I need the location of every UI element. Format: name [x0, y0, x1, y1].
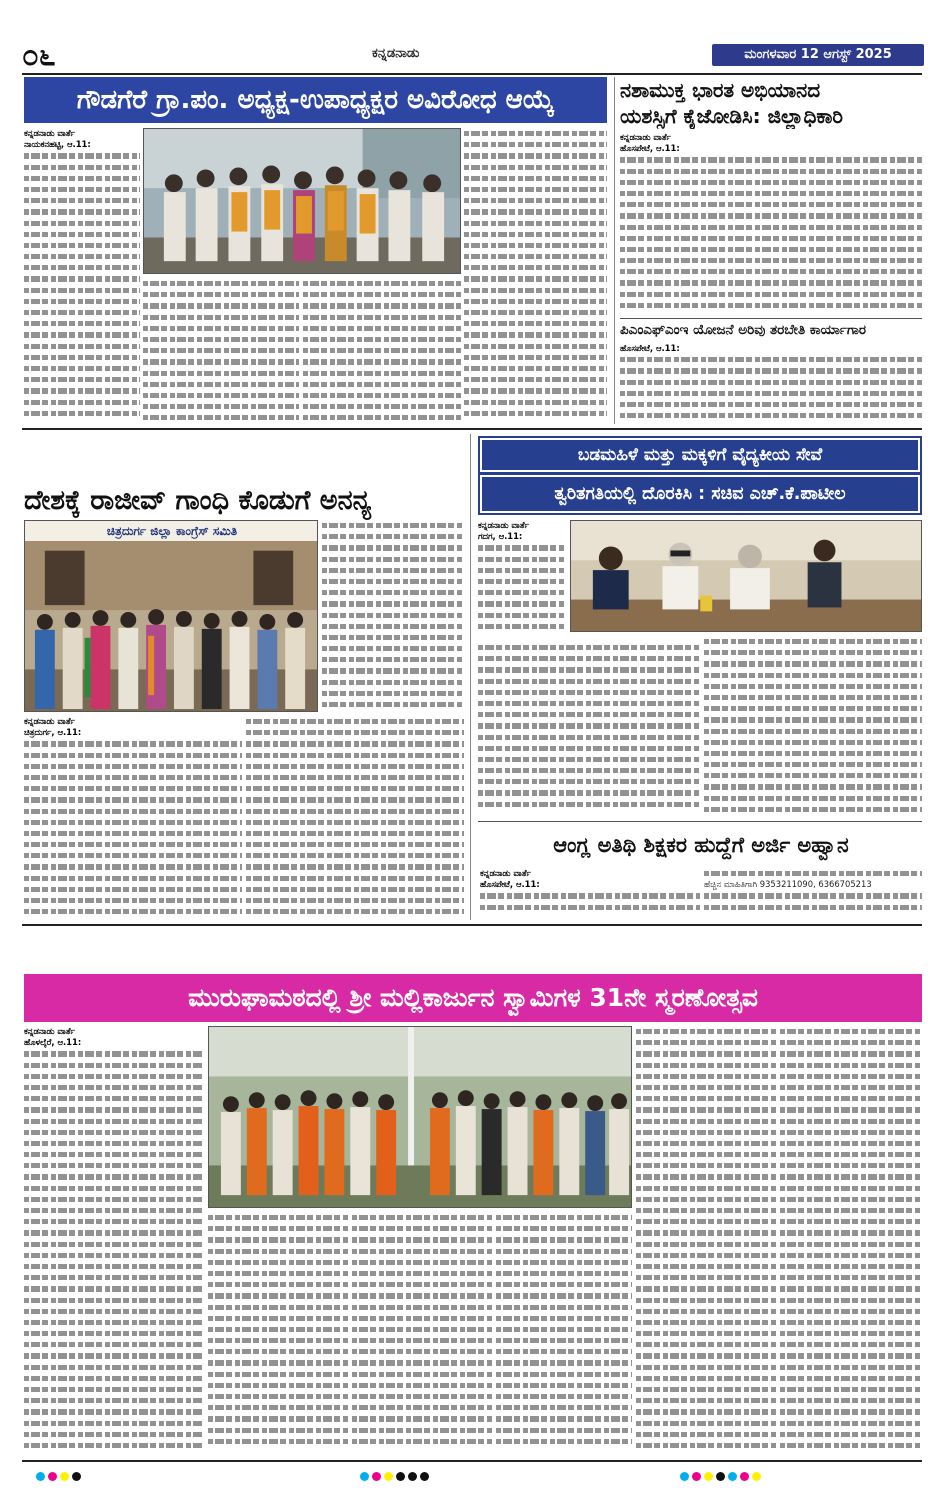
- article-medical-col1: [478, 520, 566, 640]
- headline-rajiv-gandhi: ದೇಶಕ್ಕೆ ರಾಜೀವ್ ಗಾಂಧಿ ಕೊಡುಗೆ ಅನನ್ಯ: [24, 478, 464, 524]
- byline: ಕನ್ನಡನಾಡು ವಾರ್ತೆ: [24, 1026, 75, 1036]
- dateline: ಹೊಳಲ್ಕೆರೆ, ಆ.11:: [24, 1037, 82, 1048]
- phone-numbers: ಹೆಚ್ಚಿನ ಮಾಹಿತಿಗಾಗಿ 9353211090, 6366705213: [704, 879, 872, 890]
- column-divider: [470, 434, 471, 920]
- page-number: ೦೬: [22, 38, 56, 73]
- article-nasha-mukta-body: [620, 132, 922, 314]
- photo-murughamatha: [208, 1026, 632, 1208]
- article-gram-panchayat-col4: [464, 128, 607, 424]
- article-pmfme-body: [620, 343, 922, 424]
- dateline: ಚಿತ್ರದುರ್ಗ, ಆ.11:: [24, 727, 82, 738]
- registration-marks-right: [680, 1472, 761, 1486]
- dateline: ನಾಯಕನಹಟ್ಟಿ, ಆ.11:: [24, 139, 91, 150]
- article-rajiv-gandhi-col1: [24, 716, 242, 920]
- headline-guest-teacher: ಆಂಗ್ಲ ಅತಿಥಿ ಶಿಕ್ಷಕರ ಹುದ್ದೆಗೆ ಅರ್ಜಿ ಅಹ್ವಾನ: [480, 826, 922, 864]
- article-murughamatha-col1: [24, 1026, 204, 1456]
- section-rule: [22, 924, 922, 926]
- article-gram-panchayat-col1: [24, 128, 140, 424]
- headline-gram-panchayat: ಗೌಡಗೆರೆ ಗ್ರಾ.ಪಂ. ಅಧ್ಯಕ್ಷ-ಉಪಾಧ್ಯಕ್ಷರ ಅವಿರೋಧ ಆಯ್ಕೆ: [24, 77, 607, 123]
- headline-murughamatha: ಮುರುಘಾಮಠದಲ್ಲಿ ಶ್ರೀ ಮಲ್ಲಿಕಾರ್ಜುನ ಸ್ವಾಮಿಗಳ 31ನೇ ಸ್ಮರಣೋತ್ಸವ: [24, 974, 922, 1022]
- article-murughamatha-col3: [352, 1212, 492, 1456]
- headline-nasha-mukta-line1: ನಶಾಮುಕ್ತ ಭಾರತ ಅಭಿಯಾನದ: [620, 77, 922, 103]
- article-murughamatha-col5: [636, 1026, 776, 1456]
- masthead: [22, 38, 922, 72]
- byline: ಕನ್ನಡನಾಡು ವಾರ್ತೆ: [478, 520, 529, 530]
- paper-name: ಕನ್ನಡನಾಡು: [372, 46, 420, 61]
- registration-marks-left: [36, 1472, 81, 1486]
- article-murughamatha-col2: [208, 1212, 348, 1456]
- section-rule: [478, 821, 922, 822]
- issue-date: ಮಂಗಳವಾರ 12 ಆಗಸ್ಟ್ 2025: [712, 44, 924, 66]
- photo-rajiv-gandhi: [24, 520, 318, 712]
- article-guest-teacher-col2: [704, 868, 922, 920]
- headline-nasha-mukta-line2: ಯಶಸ್ಸಿಗೆ ಕೈಜೋಡಿಸಿ: ಜಿಲ್ಲಾಧಿಕಾರಿ: [620, 103, 922, 129]
- section-rule: [22, 428, 922, 430]
- dateline: ಗದಗ, ಆ.11:: [478, 531, 523, 542]
- article-gram-panchayat-col2: [143, 278, 299, 424]
- headline-pmfme: ಪಿಎಂಎಫ್‌ಎಂಇ ಯೋಜನೆ ಅರಿವು ತರಬೇತಿ ಕಾರ್ಯಾಗಾರ: [620, 318, 922, 340]
- article-murughamatha-col4: [496, 1212, 632, 1456]
- article-guest-teacher-col1: [480, 868, 700, 920]
- article-medical-col2: [478, 642, 700, 818]
- masthead-rule: [22, 73, 922, 75]
- headline-medical-line2: ತ್ವರಿತಗತಿಯಲ್ಲಿ ದೊರಕಿಸಿ : ಸಚಿವ ಎಚ್.ಕೆ.ಪಾಟೀಲ: [480, 475, 920, 513]
- dateline: ಹೊಸಪೇಟೆ, ಆ.11:: [620, 143, 680, 154]
- byline: ಕನ್ನಡನಾಡು ವಾರ್ತೆ: [480, 868, 531, 878]
- headline-medical-line1: ಬಡಮಹಿಳೆ ಮತ್ತು ಮಕ್ಕಳಿಗೆ ವೈದ್ಯಕೀಯ ಸೇವೆ: [480, 438, 920, 472]
- footer-rule: [22, 1460, 922, 1462]
- byline: ಕನ್ನಡನಾಡು ವಾರ್ತೆ: [620, 132, 671, 142]
- article-rajiv-gandhi-col-right-top: [322, 520, 464, 712]
- byline: ಕನ್ನಡನಾಡು ವಾರ್ತೆ: [24, 716, 75, 726]
- article-murughamatha-col6: [780, 1026, 922, 1456]
- dateline: ಹೊಸಪೇಟೆ, ಆ.11:: [480, 879, 540, 890]
- photo-gram-panchayat: [143, 128, 461, 274]
- photo-medical: [570, 520, 922, 632]
- registration-marks-center: [360, 1472, 429, 1486]
- article-rajiv-gandhi-col2: [246, 716, 464, 920]
- dateline: ಹೊಸಪೇಟೆ, ಆ.11:: [620, 343, 680, 353]
- article-medical-col3: [704, 636, 922, 818]
- column-divider: [614, 77, 615, 424]
- photo-sign-text: ಚಿತ್ರದುರ್ಗ ಜಿಲ್ಲಾ ಕಾಂಗ್ರೆಸ್ ಸಮಿತಿ: [25, 521, 318, 541]
- byline: ಕನ್ನಡನಾಡು ವಾರ್ತೆ: [24, 128, 75, 138]
- article-gram-panchayat-col3: [303, 278, 461, 424]
